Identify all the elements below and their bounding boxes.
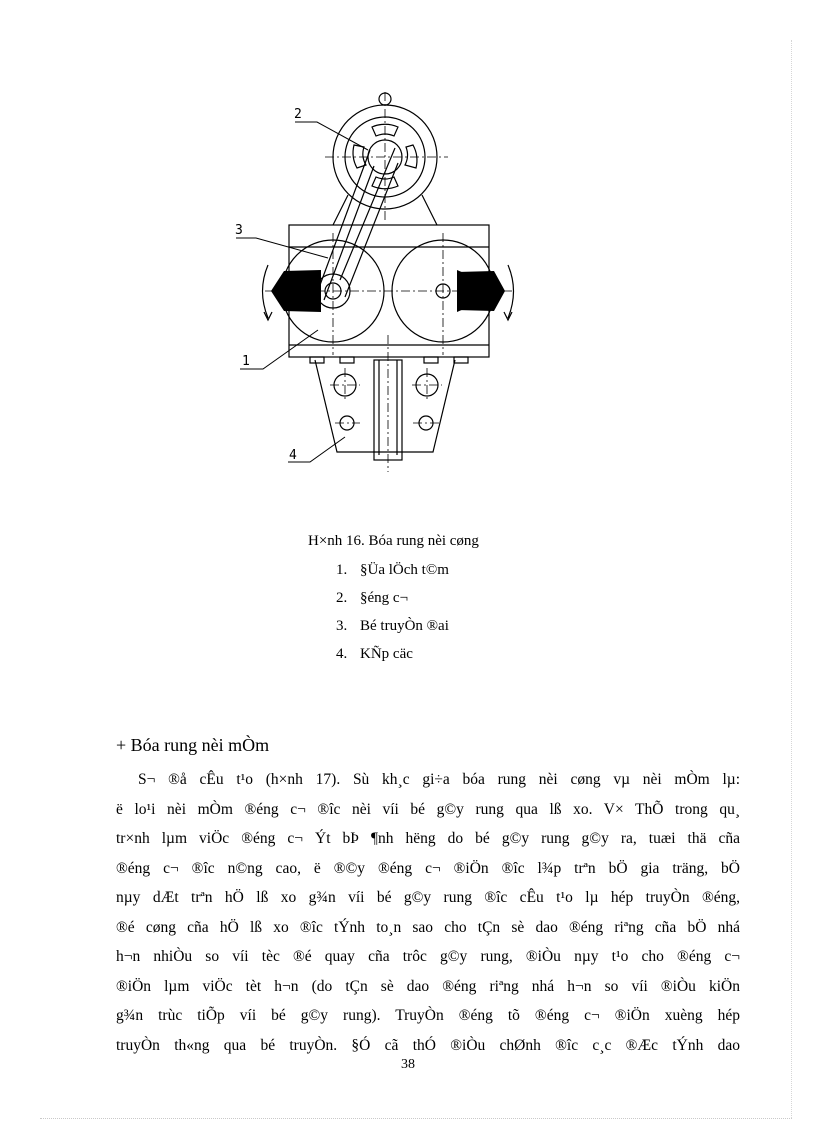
label-4: 4 bbox=[289, 448, 297, 463]
vibratory-hammer-diagram bbox=[225, 80, 525, 480]
page-border-bottom bbox=[40, 1118, 792, 1119]
text-line: h¬n nhiÒu so víi tèc ®é quay cña trôc g©y rung, ®iÒu nµy t¹o cho ®éng c¬ bbox=[116, 948, 740, 965]
label-1: 1 bbox=[242, 354, 250, 369]
text-line: ë lo¹i nèi mÒm ®éng c¬ ®îc nèi víi bé g©y rung qua lß xo. V× ThÕ trong qu¸ bbox=[116, 800, 740, 818]
section-heading: + Bóa rung nèi mÒm bbox=[116, 735, 270, 755]
text-line: g¾n trùc tiÕp víi bé g©y rung). TruyÒn ®éng tõ ®éng c¬ ®iÖn xuèng hép bbox=[116, 1007, 740, 1024]
legend-item: 1. §Üa lÖch t©m bbox=[336, 562, 449, 578]
legend-item: 3. Bé truyÒn ®ai bbox=[336, 618, 449, 634]
text-line: ®é cøng cña hÖ lß xo ®îc tÝnh to¸n sao cho tÇn sè dao ®éng riªng cña bÖ nhá bbox=[116, 918, 740, 936]
belt bbox=[320, 150, 370, 285]
text-line: ®iÖn lµm viÖc tèt h¬n (do tÇn sè dao ®éng riªng nhá h¬n so víi ®iÒu kiÖn bbox=[116, 977, 740, 995]
figure-legend bbox=[336, 560, 449, 672]
pile-clamp bbox=[315, 360, 455, 452]
page-border-right bbox=[791, 40, 792, 1118]
label-2: 2 bbox=[294, 107, 302, 122]
text-line: truyÒn th«ng qua bé truyÒn. §Ó cã thÓ ®iÒu chØnh ®îc c¸c ®Æc tÝnh dao bbox=[116, 1036, 740, 1054]
page-number: 38 bbox=[401, 1057, 415, 1072]
label-3: 3 bbox=[235, 223, 243, 238]
body-paragraph bbox=[116, 765, 740, 1060]
legend-item: 4. KÑp cäc bbox=[336, 646, 413, 662]
text-line: tr×nh lµm viÖc ®éng c¬ Ýt bÞ ¶nh hëng do bé g©y rung g©y ra, tuæi thä cña bbox=[116, 830, 740, 847]
text-line: S¬ ®å cÊu t¹o (h×nh 17). Sù kh¸c gi÷a bóa rung nèi cøng vµ nèi mÒm lµ: bbox=[138, 771, 740, 788]
text-line: nµy dÆt trªn hÖ lß xo g¾n víi bé g©y rung ®îc cÊu t¹o lµ hép truyÒn ®éng, bbox=[116, 889, 740, 906]
legend-item: 2. §éng c¬ bbox=[336, 590, 409, 606]
figure-caption: H×nh 16. Bóa rung nèi cøng bbox=[308, 533, 479, 549]
text-line: ®éng c¬ ®îc n©ng cao, ë ®©y ®éng c¬ ®iÖn ®îc l¾p trªn bÖ gia träng, bÖ bbox=[116, 859, 740, 877]
